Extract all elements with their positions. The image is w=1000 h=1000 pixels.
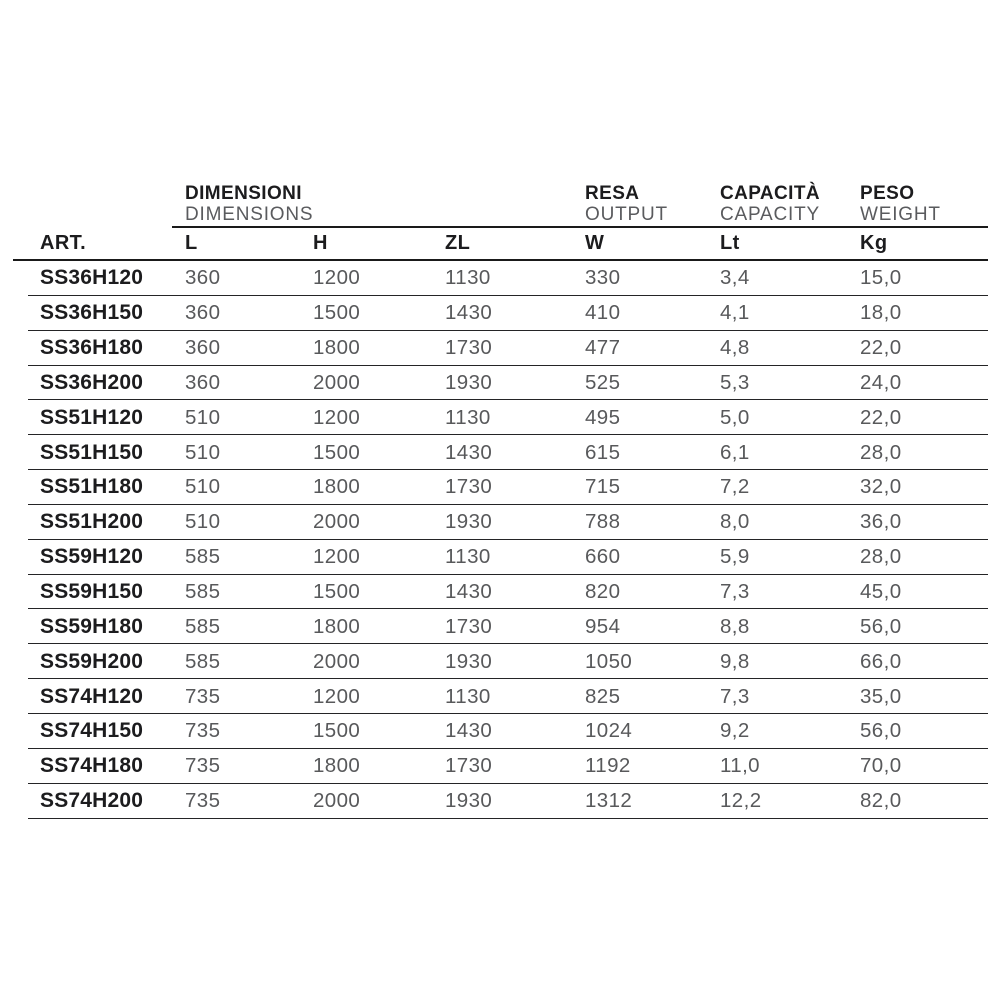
cell-w: 477 [585, 336, 621, 360]
cell-art: SS59H150 [40, 580, 144, 604]
column-header-kg: Kg [860, 232, 888, 254]
cell-w: 825 [585, 684, 621, 708]
group-label-it: DIMENSIONI [185, 183, 302, 204]
cell-h: 1200 [313, 266, 361, 290]
cell-zl: 1130 [445, 405, 491, 429]
cell-h: 1500 [313, 301, 361, 325]
cell-w: 1024 [585, 719, 633, 743]
cell-l: 510 [185, 475, 221, 499]
cell-l: 510 [185, 440, 221, 464]
cell-kg: 32,0 [860, 475, 902, 499]
cell-lt: 8,8 [720, 614, 750, 638]
cell-art: SS36H180 [40, 336, 144, 360]
group-label-en: CAPACITY [720, 204, 821, 225]
cell-lt: 7,3 [720, 580, 750, 604]
table-row [13, 296, 988, 331]
cell-w: 820 [585, 580, 621, 604]
cell-l: 735 [185, 754, 221, 778]
cell-w: 954 [585, 614, 621, 638]
cell-art: SS51H120 [40, 405, 144, 429]
cell-art: SS51H150 [40, 440, 144, 464]
cell-lt: 9,8 [720, 649, 750, 673]
cell-art: SS36H200 [40, 370, 144, 394]
cell-l: 585 [185, 649, 221, 673]
table-row [13, 470, 988, 505]
cell-zl: 1930 [445, 789, 493, 813]
table-row [13, 400, 988, 435]
cell-h: 1200 [313, 684, 361, 708]
cell-kg: 22,0 [860, 405, 902, 429]
cell-h: 1500 [313, 580, 361, 604]
cell-kg: 45,0 [860, 580, 902, 604]
cell-kg: 56,0 [860, 719, 902, 743]
cell-lt: 6,1 [720, 440, 750, 464]
column-group-row [13, 183, 988, 225]
cell-l: 735 [185, 719, 221, 743]
cell-zl: 1930 [445, 370, 493, 394]
column-header-art: ART. [40, 232, 87, 254]
cell-lt: 4,8 [720, 336, 750, 360]
cell-art: SS74H150 [40, 719, 144, 743]
cell-kg: 22,0 [860, 336, 902, 360]
cell-art: SS51H180 [40, 475, 144, 499]
table-row [13, 609, 988, 644]
cell-w: 715 [585, 475, 621, 499]
cell-zl: 1730 [445, 336, 493, 360]
cell-art: SS36H150 [40, 301, 144, 325]
cell-art: SS59H200 [40, 649, 144, 673]
cell-w: 788 [585, 510, 621, 534]
cell-w: 330 [585, 266, 621, 290]
table-row [13, 331, 988, 366]
cell-art: SS59H120 [40, 545, 144, 569]
cell-lt: 8,0 [720, 510, 750, 534]
cell-lt: 5,3 [720, 370, 750, 394]
cell-h: 1200 [313, 545, 361, 569]
cell-w: 1192 [585, 754, 631, 778]
spec-table [13, 183, 988, 819]
cell-kg: 35,0 [860, 684, 902, 708]
cell-lt: 5,0 [720, 405, 750, 429]
cell-l: 735 [185, 789, 221, 813]
table-row [13, 784, 988, 819]
cell-art: SS74H200 [40, 789, 144, 813]
cell-h: 1800 [313, 475, 361, 499]
table-row [13, 261, 988, 296]
column-header-lt: Lt [720, 232, 740, 254]
cell-kg: 70,0 [860, 754, 902, 778]
column-header-zl: ZL [445, 232, 471, 254]
cell-l: 510 [185, 510, 221, 534]
cell-kg: 18,0 [860, 301, 902, 325]
group-label-it: CAPACITÀ [720, 183, 820, 204]
column-header-w: W [585, 232, 605, 254]
cell-l: 735 [185, 684, 221, 708]
cell-kg: 82,0 [860, 789, 902, 813]
table-row [13, 644, 988, 679]
cell-h: 1800 [313, 336, 361, 360]
cell-zl: 1430 [445, 580, 493, 604]
cell-kg: 56,0 [860, 614, 902, 638]
cell-w: 615 [585, 440, 621, 464]
cell-zl: 1430 [445, 440, 493, 464]
group-label-en: DIMENSIONS [185, 204, 314, 225]
cell-h: 2000 [313, 510, 361, 534]
cell-kg: 66,0 [860, 649, 902, 673]
column-group-output [585, 183, 720, 225]
cell-w: 1312 [585, 789, 633, 813]
cell-zl: 1130 [445, 266, 491, 290]
cell-h: 1800 [313, 614, 361, 638]
cell-l: 585 [185, 580, 221, 604]
column-header-l: L [185, 232, 198, 254]
table-row [13, 505, 988, 540]
cell-zl: 1930 [445, 649, 493, 673]
cell-zl: 1430 [445, 719, 493, 743]
cell-lt: 3,4 [720, 266, 750, 290]
cell-kg: 28,0 [860, 545, 902, 569]
table-row [13, 749, 988, 784]
cell-w: 525 [585, 370, 621, 394]
table-row [13, 679, 988, 714]
cell-h: 2000 [313, 649, 361, 673]
cell-zl: 1430 [445, 301, 493, 325]
cell-w: 495 [585, 405, 621, 429]
cell-zl: 1930 [445, 510, 493, 534]
cell-h: 1800 [313, 754, 361, 778]
column-group-dimensions [185, 183, 585, 225]
column-header-h: H [313, 232, 328, 254]
cell-lt: 4,1 [720, 301, 750, 325]
cell-h: 1500 [313, 440, 361, 464]
column-group-weight [860, 183, 988, 225]
cell-kg: 36,0 [860, 510, 902, 534]
cell-kg: 15,0 [860, 266, 902, 290]
cell-w: 1050 [585, 649, 633, 673]
cell-l: 585 [185, 614, 221, 638]
cell-l: 360 [185, 266, 221, 290]
cell-l: 360 [185, 301, 221, 325]
cell-zl: 1730 [445, 475, 493, 499]
cell-h: 1200 [313, 405, 361, 429]
group-label-it: RESA [585, 183, 640, 204]
cell-lt: 5,9 [720, 545, 750, 569]
cell-lt: 12,2 [720, 789, 762, 813]
cell-l: 360 [185, 336, 221, 360]
cell-h: 2000 [313, 370, 361, 394]
cell-kg: 28,0 [860, 440, 902, 464]
cell-zl: 1730 [445, 614, 493, 638]
table-row [13, 714, 988, 749]
table-body [13, 261, 988, 819]
cell-art: SS51H200 [40, 510, 144, 534]
cell-l: 510 [185, 405, 221, 429]
cell-kg: 24,0 [860, 370, 902, 394]
group-label-en: OUTPUT [585, 204, 668, 225]
cell-zl: 1130 [445, 545, 491, 569]
table-row [13, 540, 988, 575]
cell-lt: 11,0 [720, 754, 760, 778]
cell-art: SS59H180 [40, 614, 144, 638]
cell-w: 410 [585, 301, 621, 325]
cell-h: 1500 [313, 719, 361, 743]
column-group-capacity [720, 183, 860, 225]
cell-art: SS74H180 [40, 754, 144, 778]
cell-h: 2000 [313, 789, 361, 813]
cell-lt: 9,2 [720, 719, 750, 743]
cell-w: 660 [585, 545, 621, 569]
column-header-row [13, 228, 988, 261]
cell-l: 585 [185, 545, 221, 569]
cell-zl: 1730 [445, 754, 493, 778]
table-row [13, 575, 988, 610]
cell-lt: 7,2 [720, 475, 750, 499]
cell-art: SS74H120 [40, 684, 144, 708]
table-row [13, 366, 988, 401]
cell-art: SS36H120 [40, 266, 144, 290]
cell-zl: 1130 [445, 684, 491, 708]
table-row [13, 435, 988, 470]
group-label-en: WEIGHT [860, 204, 941, 225]
cell-lt: 7,3 [720, 684, 750, 708]
cell-l: 360 [185, 370, 221, 394]
group-label-it: PESO [860, 183, 915, 204]
